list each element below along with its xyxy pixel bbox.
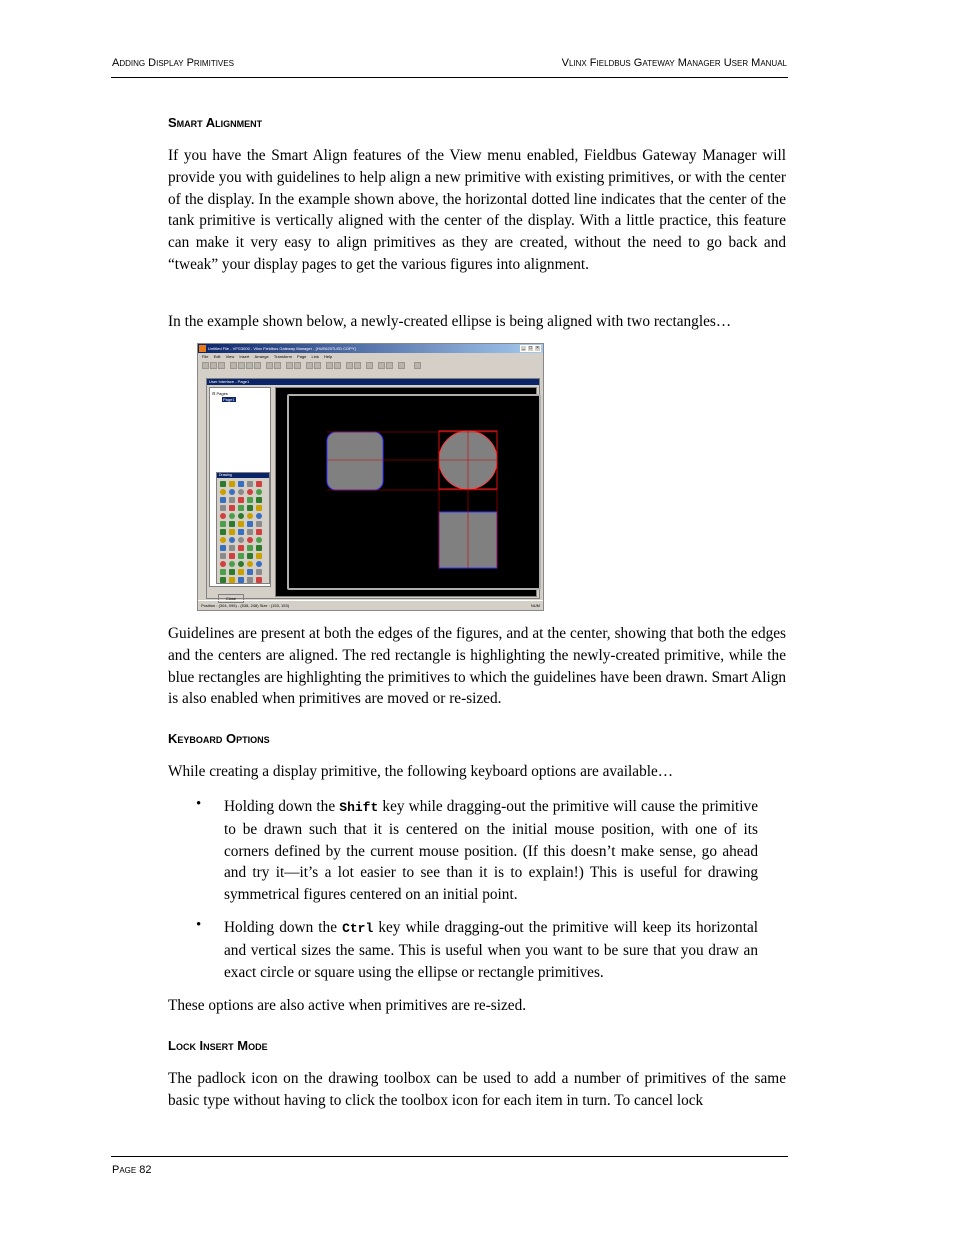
toolbox-tool-icon[interactable] <box>247 553 253 559</box>
toolbox-tool-icon[interactable] <box>247 505 253 511</box>
open-icon[interactable] <box>210 362 217 369</box>
front-icon[interactable] <box>286 362 293 369</box>
toolbox-tool-icon[interactable] <box>238 569 244 575</box>
app-title-bar <box>198 344 543 353</box>
toolbox-tool-icon[interactable] <box>229 489 235 495</box>
toolbox-tool-icon[interactable] <box>238 521 244 527</box>
toolbox-tool-icon[interactable] <box>220 481 226 487</box>
tool-icon[interactable] <box>366 362 373 369</box>
toolbox-tool-icon[interactable] <box>238 537 244 543</box>
toolbox-tool-icon[interactable] <box>247 537 253 543</box>
smart-align-screenshot <box>197 343 544 611</box>
paragraph-example-below: In the example shown below, a newly-created ellipse is being aligned with two rectangles… <box>168 313 732 330</box>
tool-icon[interactable] <box>386 362 393 369</box>
menu-edit[interactable]: Edit <box>213 354 221 359</box>
close-button[interactable]: Close <box>218 594 244 603</box>
ctrl-key: Ctrl <box>342 921 374 936</box>
bullet-ctrl: • Holding down the Ctrl key while dragging-out the primitive will keep its horizontal and vertical sizes the same. This is useful when you want to be sure that you draw an exact circle or square using the ellipse or rectangle primitives. <box>196 917 758 981</box>
status-position: Position : (304, 095) - (538, 248) Size : (153, 153) <box>201 603 290 608</box>
toolbox-tool-icon[interactable] <box>247 489 253 495</box>
properties-icon[interactable] <box>326 362 333 369</box>
toolbox-tool-icon[interactable] <box>247 521 253 527</box>
cut-icon[interactable] <box>238 362 245 369</box>
app-status-bar <box>198 600 543 610</box>
tree-item-page1[interactable] <box>222 397 236 402</box>
toolbox-tool-icon[interactable] <box>256 513 262 519</box>
bullet-shift: • Holding down the Shift key while dragging-out the primitive will cause the primitive to be drawn such that it is centered on the initial mouse position, with one of its corners defined by the current mouse position. (If this doesn’t make sense, go ahead and try it—it’s a lot easier to see than it is to explain!) This is useful for drawing symmetrical figures centered on an initial point. <box>196 796 758 904</box>
menu-arrange[interactable]: Arrange <box>254 354 269 359</box>
group-icon[interactable] <box>274 362 281 369</box>
align-icon[interactable] <box>266 362 273 369</box>
toolbox-tool-icon[interactable] <box>229 513 235 519</box>
toolbox-title: Drawing <box>217 473 269 478</box>
app-window-title: Untitled File - VFG3000 - Vlinx Fieldbus Gateway Manager - [HUE625TLED COPY] <box>208 346 356 351</box>
toolbox-tool-icon[interactable] <box>220 489 226 495</box>
toolbox-tool-icon[interactable] <box>220 537 226 543</box>
tree-child-label: Page1 <box>223 397 235 402</box>
app-icon <box>199 345 206 352</box>
zoom-icon[interactable] <box>314 362 321 369</box>
toolbox-tool-icon[interactable] <box>220 529 226 535</box>
toolbox-tool-icon[interactable] <box>220 561 226 567</box>
menu-file[interactable]: File <box>202 354 209 359</box>
toolbox-tool-icon[interactable] <box>229 521 235 527</box>
header-right: Vlinx Fieldbus Gateway Manager User Manual <box>561 57 787 69</box>
help-icon[interactable] <box>414 362 421 369</box>
status-num: NUM <box>530 603 540 608</box>
toolbox-tool-icon[interactable] <box>256 561 262 567</box>
toolbox-tool-icon[interactable] <box>229 481 235 487</box>
toolbox-tool-icon[interactable] <box>256 497 262 503</box>
close-icon[interactable]: × <box>534 345 541 352</box>
display-page <box>287 394 541 590</box>
toolbox-tool-icon[interactable] <box>229 561 235 567</box>
toolbox-tool-icon[interactable] <box>256 553 262 559</box>
menu-insert[interactable]: Insert <box>239 354 250 359</box>
copy-icon[interactable] <box>246 362 253 369</box>
toolbox-tool-icon[interactable] <box>229 569 235 575</box>
rounded-rectangle-shape[interactable] <box>327 432 383 490</box>
toolbox-tool-icon[interactable] <box>238 529 244 535</box>
page-header <box>111 57 788 78</box>
toolbox-tool-icon[interactable] <box>256 569 262 575</box>
menu-help[interactable]: Help <box>323 354 333 359</box>
link-icon[interactable] <box>334 362 341 369</box>
undo-icon[interactable] <box>230 362 237 369</box>
toolbox-tool-icon[interactable] <box>238 545 244 551</box>
tool-icon[interactable] <box>354 362 361 369</box>
menu-view[interactable]: View <box>225 354 235 359</box>
page-number: Page 82 <box>112 1164 152 1176</box>
toolbox-tool-icon[interactable] <box>220 553 226 559</box>
tool-icon[interactable] <box>346 362 353 369</box>
toolbox-tool-icon[interactable] <box>220 505 226 511</box>
heading-lock-insert-mode: Lock Insert Mode <box>168 1038 268 1053</box>
toolbox-tool-icon[interactable] <box>247 529 253 535</box>
paragraph-lock-insert: The padlock icon on the drawing toolbox can be used to add a number of primitives of the same basic type without having to click the toolbox icon for each item in turn. To cancel lock <box>168 1070 786 1109</box>
tree-item-pages[interactable]: ⊟ Pages <box>212 391 228 396</box>
heading-smart-alignment: Smart Alignment <box>168 115 263 130</box>
minimize-icon[interactable]: _ <box>520 345 527 352</box>
heading-keyboard-options: Keyboard Options <box>168 731 270 746</box>
toolbox-tool-icon[interactable] <box>256 505 262 511</box>
toolbox-tool-icon[interactable] <box>247 545 253 551</box>
toolbox-tool-icon[interactable] <box>256 537 262 543</box>
canvas-drawing <box>289 396 539 588</box>
toolbox-tool-icon[interactable] <box>247 561 253 567</box>
header-left: Adding Display Primitives <box>112 57 234 69</box>
new-icon[interactable] <box>202 362 209 369</box>
toolbox-tool-icon[interactable] <box>229 553 235 559</box>
drawing-toolbox <box>216 472 270 584</box>
toolbox-tool-icon[interactable] <box>229 577 235 583</box>
app-menu-bar <box>198 353 543 360</box>
toolbox-tool-icon[interactable] <box>238 497 244 503</box>
toolbox-tool-icon[interactable] <box>256 489 262 495</box>
page-footer <box>111 1156 788 1176</box>
save-icon[interactable] <box>218 362 225 369</box>
page-tree <box>209 387 271 601</box>
toolbox-tool-icon[interactable] <box>256 529 262 535</box>
toolbox-tool-icon[interactable] <box>247 569 253 575</box>
toolbox-tool-icon[interactable] <box>229 529 235 535</box>
toolbox-tool-icon[interactable] <box>220 513 226 519</box>
toolbox-tool-icon[interactable] <box>238 505 244 511</box>
paragraph-keyboard-intro: While creating a display primitive, the following keyboard options are available… <box>168 763 674 780</box>
paragraph-smart-align-intro: If you have the Smart Align features of the View menu enabled, Fieldbus Gateway Manager will provide you with guidelines to help align a new primitive with existing primitives, or with the center of the display. In the example shown above, the horizontal dotted line indicates that the center of the tank primitive is vertically aligned with the center of the display. With a little practice, this feature can make it very easy to align primitives as they are created, without the need to go back and “tweak” your display pages to get the various figures into alignment. <box>168 147 786 273</box>
toolbox-tool-icon[interactable] <box>247 481 253 487</box>
toolbox-tool-icon[interactable] <box>220 545 226 551</box>
menu-page[interactable]: Page <box>297 354 307 359</box>
panel-header <box>207 379 539 385</box>
toolbox-tool-icon[interactable] <box>229 497 235 503</box>
toolbox-tool-icon[interactable] <box>238 513 244 519</box>
paste-icon[interactable] <box>254 362 261 369</box>
toolbox-tool-icon[interactable] <box>238 561 244 567</box>
toolbox-tool-icon[interactable] <box>256 545 262 551</box>
toolbox-tool-icon[interactable] <box>247 513 253 519</box>
toolbox-tool-icon[interactable] <box>238 553 244 559</box>
tree-root-label: Pages <box>216 391 228 396</box>
back-icon[interactable] <box>294 362 301 369</box>
toolbox-tool-icon[interactable] <box>229 537 235 543</box>
panel-title: User Interface - Page1 <box>209 379 250 384</box>
shift-key: Shift <box>339 800 379 815</box>
toolbox-tool-icon[interactable] <box>256 577 262 583</box>
toolbox-tool-icon[interactable] <box>238 489 244 495</box>
maximize-icon[interactable]: □ <box>528 345 533 351</box>
toolbox-tool-icon[interactable] <box>229 545 235 551</box>
toolbox-tool-icon[interactable] <box>247 497 253 503</box>
tool-icon[interactable] <box>378 362 385 369</box>
grid-icon[interactable] <box>306 362 313 369</box>
toolbox-tool-icon[interactable] <box>229 505 235 511</box>
display-canvas[interactable] <box>275 387 537 597</box>
tool-icon[interactable] <box>398 362 405 369</box>
menu-link[interactable]: Link <box>311 354 319 359</box>
toolbox-tool-icon[interactable] <box>220 569 226 575</box>
toolbox-tool-icon[interactable] <box>256 481 262 487</box>
toolbox-tool-icon[interactable] <box>256 521 262 527</box>
toolbox-tool-icon[interactable] <box>247 577 253 583</box>
toolbox-tool-icon[interactable] <box>220 521 226 527</box>
toolbox-tool-icon[interactable] <box>220 577 226 583</box>
app-toolbar <box>200 361 540 371</box>
menu-transform[interactable]: Transform <box>273 354 292 359</box>
toolbox-tool-icon[interactable] <box>238 481 244 487</box>
toolbox-tool-icon[interactable] <box>220 497 226 503</box>
paragraph-keyboard-outro: These options are also active when primitives are re-sized. <box>168 997 527 1014</box>
paragraph-guidelines: Guidelines are present at both the edges of the figures, and at the center, showing that both the edges and the centers are aligned. The red rectangle is highlighting the newly-created primitive, while the blue rectangles are highlighting the primitives to which the guidelines have been drawn. Smart Align is also enabled when primitives are moved or re-sized. <box>168 625 786 708</box>
user-interface-panel <box>206 378 540 599</box>
toolbox-tool-icon[interactable] <box>238 577 244 583</box>
